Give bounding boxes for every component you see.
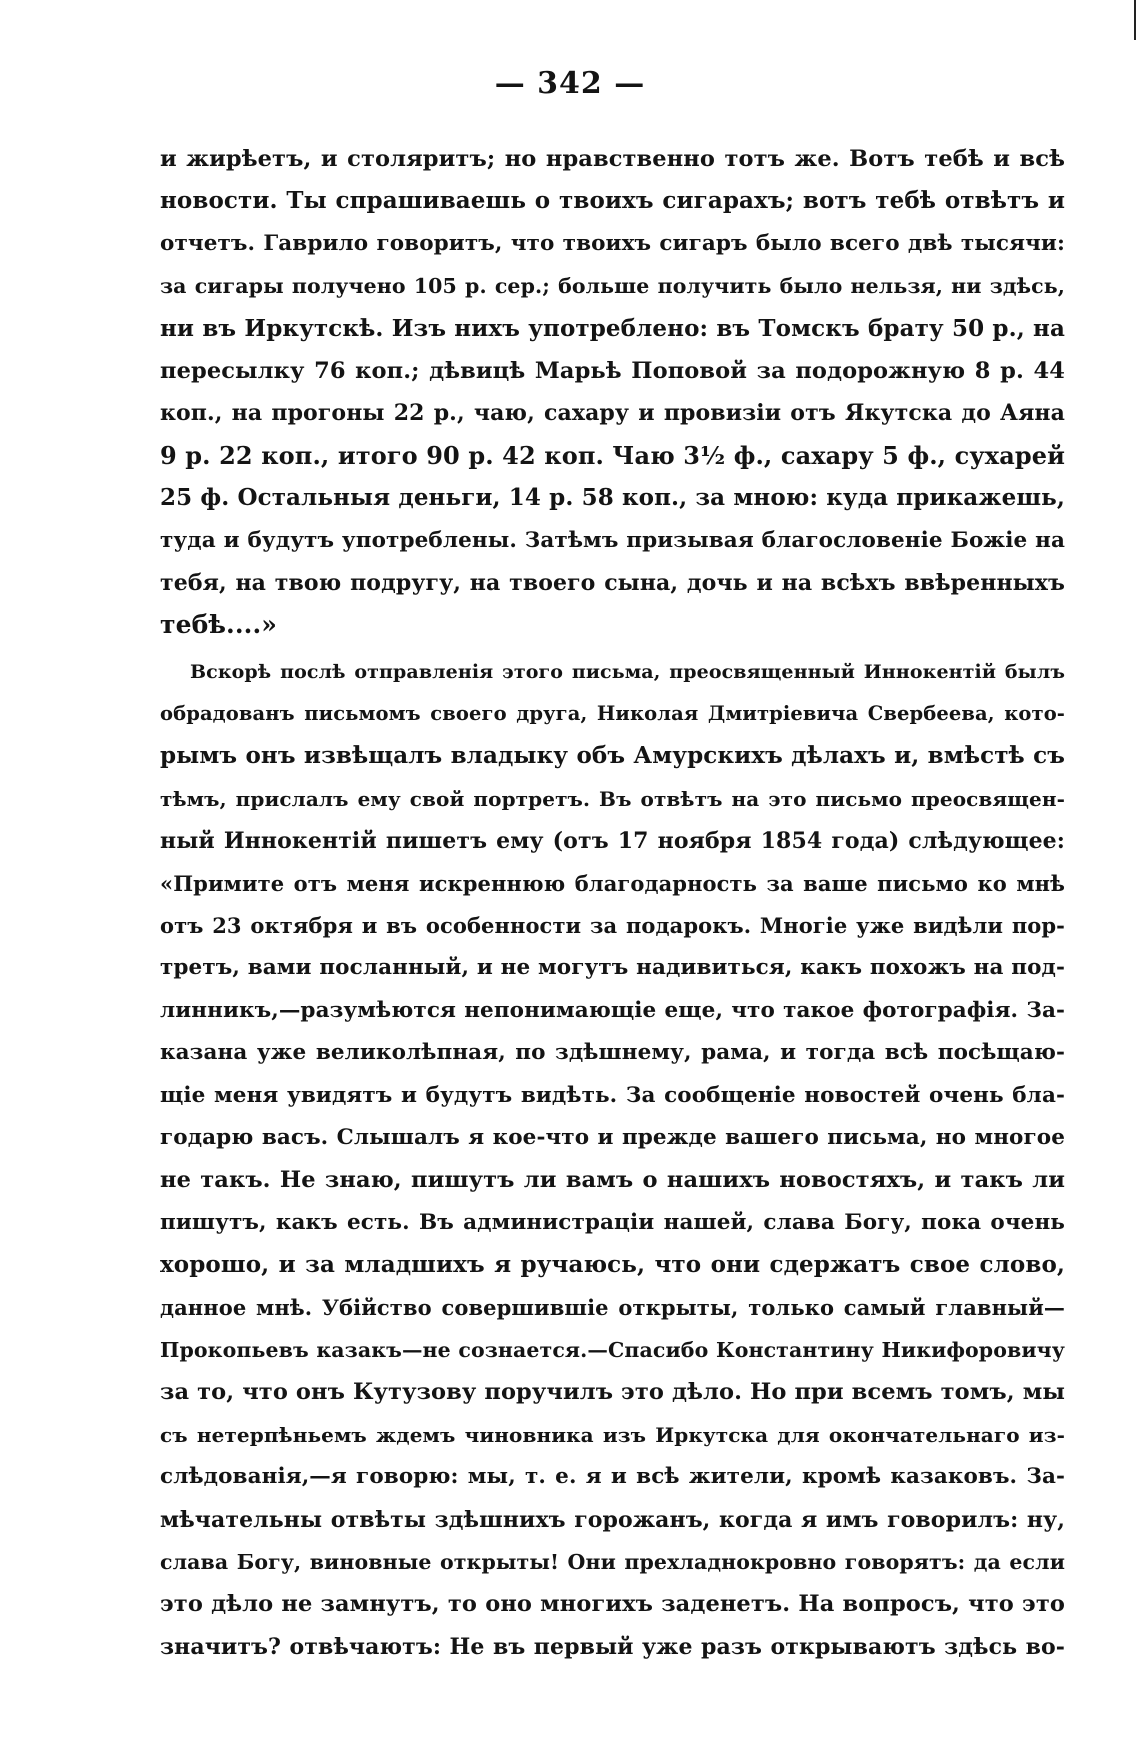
text-line: пишутъ, какъ есть. Въ администраціи нашей, слава Богу, пока очень [160, 1209, 1065, 1235]
text-line: за то, что онъ Кутузову поручилъ это дѣло. Но при всемъ томъ, мы [160, 1379, 1065, 1406]
page-number: — 342 — [494, 66, 646, 101]
text-line: «Примите отъ меня искреннюю благодарность за ваше письмо ко мнѣ [160, 870, 1065, 896]
text-line: хорошо, и за младшихъ я ручаюсь, что они сдержатъ свое слово, [160, 1251, 1065, 1279]
text-line: линникъ,—разумѣются непонимающіе еще, что такое фотографія. За- [160, 997, 1065, 1023]
text-line: 9 р. 22 коп., итого 90 р. 42 коп. Чаю 3½ ф., сахару 5 ф., сухарей [160, 440, 1065, 470]
page-edge-line [1134, 0, 1136, 40]
text-line: за сигары получено 105 р. сер.; больше получить было нельзя, ни здѣсь, [160, 274, 1065, 299]
text-line: тебѣ....» [160, 610, 277, 640]
text-line: мѣчательны отвѣты здѣшнихъ горожанъ, когда я имъ говорилъ: ну, [160, 1506, 1065, 1533]
text-line: Вскорѣ послѣ отправленія этого письма, преосвященный Иннокентій былъ [190, 660, 1065, 683]
body-text [160, 138, 1065, 1668]
text-line: щіе меня увидятъ и будутъ видѣть. За сообщеніе новостей очень бла- [160, 1082, 1065, 1108]
text-line: и жирѣетъ, и столяритъ; но нравственно тотъ же. Вотъ тебѣ и всѣ [160, 146, 1065, 172]
text-line: рымъ онъ извѣщалъ владыку объ Амурскихъ дѣлахъ и, вмѣстѣ съ [160, 742, 1065, 770]
text-line: годарю васъ. Слышалъ я кое-что и прежде вашего письма, но многое [160, 1124, 1065, 1150]
text-line: отчетъ. Гаврило говоритъ, что твоихъ сигаръ было всего двѣ тысячи: [160, 230, 1065, 256]
paragraph-1 [160, 138, 1065, 647]
text-line: Прокопьевъ казакъ—не сознается.—Спасибо Константину Никифоровичу [160, 1337, 1065, 1362]
text-line: казана уже великолѣпная, по здѣшнему, рама, и тогда всѣ посѣщаю- [160, 1040, 1065, 1066]
text-line: тѣмъ, прислалъ ему свой портретъ. Въ отвѣтъ на это письмо преосвящен- [160, 786, 1065, 811]
text-line: коп., на прогоны 22 р., чаю, сахару и провизіи отъ Якутска до Аяна [160, 400, 1065, 427]
text-line: третъ, вами посланный, и не могутъ надивиться, какъ похожъ на под- [160, 955, 1065, 981]
text-line: ни въ Иркутскѣ. Изъ нихъ употреблено: въ Томскъ брату 50 р., на [160, 314, 1065, 342]
text-line: обрадованъ письмомъ своего друга, Николая Дмитріевича Свербеева, кото- [160, 702, 1065, 726]
text-line: туда и будутъ употреблены. Затѣмъ призывая благословеніе Божіе на [160, 527, 1065, 553]
paragraph-2 [160, 651, 1065, 1668]
text-line: слава Богу, виновные открыты! Они прехладнокровно говорятъ: да если [160, 1549, 1065, 1574]
text-line: значитъ? отвѣчаютъ: Не въ первый уже разъ открываютъ здѣсь во- [160, 1633, 1065, 1660]
text-line: данное мнѣ. Убійство совершившіе открыты, только самый главный— [160, 1294, 1065, 1320]
text-line: 25 ф. Остальныя деньги, 14 р. 58 коп., за мною: куда прикажешь, [160, 484, 1065, 512]
text-line: новости. Ты спрашиваешь о твоихъ сигарахъ; вотъ тебѣ отвѣтъ и [160, 187, 1065, 215]
text-line: съ нетерпѣньемъ ждемъ чиновника изъ Иркутска для окончательнаго из- [160, 1422, 1065, 1447]
text-line: тебя, на твою подругу, на твоего сына, дочь и на всѣхъ ввѣренныхъ [160, 569, 1065, 596]
text-line: не такъ. Не знаю, пишутъ ли вамъ о нашихъ новостяхъ, и такъ ли [160, 1167, 1065, 1194]
text-line: ный Иннокентій пишетъ ему (отъ 17 ноября 1854 года) слѣдующее: [160, 828, 1065, 855]
text-line: слѣдованія,—я говорю: мы, т. е. я и всѣ жители, кромѣ казаковъ. За- [160, 1464, 1065, 1490]
text-line: отъ 23 октября и въ особенности за подарокъ. Многіе уже видѣли пор- [160, 913, 1065, 939]
text-line: пересылку 76 коп.; дѣвицѣ Марьѣ Поповой за подорожную 8 р. 44 [160, 357, 1065, 384]
text-line: это дѣло не замнутъ, то оно многихъ заденетъ. На вопросъ, что это [160, 1591, 1065, 1618]
